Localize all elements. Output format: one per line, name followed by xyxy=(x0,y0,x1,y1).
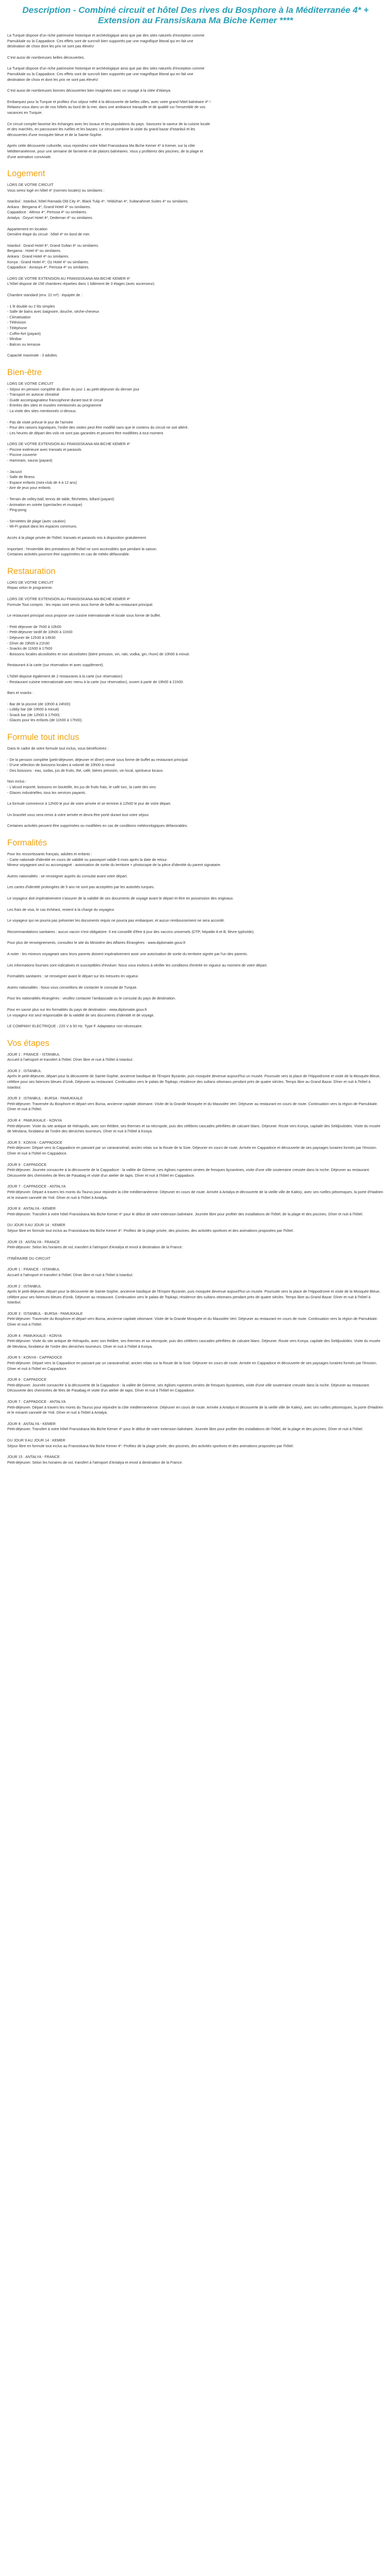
text-line: Le voyageur qui ne pourra pas présenter les documents requis ne pourra pas embarquer, et aucun remboursement ne sera accordé. xyxy=(7,918,225,923)
text-line: L'hôtel dispose également de 2 restaurants à la carte (sur réservation) xyxy=(7,673,123,679)
paragraph xyxy=(7,746,384,752)
text-line: Mineur voyageant seul ou accompagné : autorisation de sortie du territoire + photocopie de la pièce d'identité du parent signataire. xyxy=(7,862,221,868)
text-line: Vous serez logé en hôtel 4* (normes locales) ou similaires : xyxy=(7,188,105,193)
paragraph xyxy=(7,33,384,49)
text-line: - Restaurant cuisine internationale avec menu à la carte (sur réservation), ouvert à partir de 19h00 à 21h00. xyxy=(7,679,184,684)
text-line: C'est aussi de nombreuses belles découvertes. xyxy=(7,55,85,60)
paragraph xyxy=(7,1240,384,1250)
text-line: - Hammam, sauna (payant) xyxy=(7,458,53,463)
text-line: - Piscine couverte xyxy=(7,452,37,457)
text-line: Formalités sanitaires : se renseigner avant le départ sur les mesures en vigueur. xyxy=(7,974,139,979)
text-line: JOUR 1 : FRANCE - ISTANBUL xyxy=(7,1052,60,1057)
text-line: JOUR 6 : CAPPADOCE xyxy=(7,1377,47,1382)
description-content xyxy=(7,33,384,1465)
text-line: LE COMPANY ELECTRIQUE : 220 V à 50 Hz. Type F. Adaptateur non nécessaire. xyxy=(7,1024,143,1029)
paragraph xyxy=(7,122,384,138)
paragraph xyxy=(7,663,384,668)
text-line: destination de choix dont les prix ne sont pas élevés! xyxy=(7,44,94,49)
section-formule xyxy=(7,733,384,829)
paragraph xyxy=(7,996,384,1002)
paragraph xyxy=(7,929,384,935)
text-line: - Glaces industrielles, tous les services payants. xyxy=(7,790,86,795)
text-line: Petit-déjeuner. Départ vers la Cappadoce en passant par un caravansérail, ancien relais sur la Route de la Soie. Déjeuner en cours de route. Arrivée en Cappadoce et découverte de ses paysages lunaires formés par l'érosion. Dîner et nuit à l'hôtel en Cappadoce. xyxy=(7,1361,378,1371)
paragraph xyxy=(7,381,384,414)
paragraph xyxy=(7,1024,384,1029)
text-line: - Coffre-fort (payant) xyxy=(7,331,41,336)
text-line: Pamukkale ou la Cappadoce. Ces effets sont de surcroît bien supportés par une magnifique littoral qui en fait une xyxy=(7,38,193,43)
section-heading: Logement xyxy=(7,169,45,179)
paragraph xyxy=(7,1311,384,1328)
text-line: La Turquie dispose d'un riche patrimoine historique et archéologique ainsi que par des sites naturels d'exception comme xyxy=(7,66,205,71)
text-line: Pour les nationalités étrangères : veuillez contacter l'ambassade ou le consulat du pays de destination. xyxy=(7,996,176,1001)
paragraph xyxy=(7,535,384,541)
paragraph xyxy=(7,580,384,591)
text-line: - Boissons locales alcoolisées et non alcoolisées (bière pression, vin, raki, vodka, gin, rhum) de 10h00 à minuit. xyxy=(7,651,190,656)
text-line: - Snacks de 11h00 à 17h00 xyxy=(7,646,53,651)
text-line: Dans le cadre de votre formule tout inclus, vous bénéficierez : xyxy=(7,746,109,751)
text-line: Après le petit-déjeuner, départ pour la découverte de Sainte-Sophie, ancienne basilique de l'Empire Byzantin, puis mosquée devenue aujourd'hui un musée. Poursuite vers la place de l'Hippodrome et visite de la Mosquée Bleue, célèbre pour ses faïences bleues d'Iznik. Déjeuner au restaurant. Continuation vers le palais de Topkapi, résidence des sultans ottomans pendant près de quatre siècles. Temps libre au Grand Bazar. Dîner et nuit à l'hôtel à Istanbul. xyxy=(7,1289,382,1305)
section-formalites xyxy=(7,838,384,1029)
text-line: JOUR 4 : PAMUKKALE - KONYA xyxy=(7,1333,62,1338)
text-line: LORS DE VOTRE EXTENSION AU FRANSISKANA MA BICHE KEMER 4* xyxy=(7,442,131,447)
text-line: - L'alcool importé, boissons en bouteille, les jus de fruits frais, le café turc, la carte des vins xyxy=(7,785,156,790)
text-line: JOUR 3 : ISTANBUL - BURSA - PAMUKKALE xyxy=(7,1096,83,1101)
paragraph xyxy=(7,1438,384,1449)
text-line: - Déjeuner de 12h30 à 14h30 xyxy=(7,635,56,640)
text-line: JOUR 8 : ANTALYA - KEMER xyxy=(7,1421,56,1426)
paragraph xyxy=(7,304,384,348)
text-line: JOUR 7 : CAPPADOCE - ANTALYA xyxy=(7,1399,66,1404)
text-line: Petit-déjeuner. Journée consacrée à la découverte de la Cappadoce : la vallée de Göreme, ses églises rupestres ornées de fresques byzantines, visite d'une ville souterraine creusée dans la roche. Déjeuner au restaurant. Découverte des cheminées de fées de Pasabag et visite d'un atelier de tapis. Dîner et nuit à l'hôtel en Cappadoce. xyxy=(7,1167,371,1178)
text-line: Séjour libre en formule tout inclus au Fransiskana Ma Biche Kemer 4*. Profitez de la plage privée, des piscines, des activités sportives et des animations proposées par l'hôtel. xyxy=(7,1443,294,1448)
text-line: - Aire de jeux pour enfants xyxy=(7,485,51,490)
text-line: - Petit déjeuner de 7h00 à 10h00 xyxy=(7,624,61,629)
text-line: Accueil à l'aéroport et transfert à l'hôtel. Dîner libre et nuit à l'hôtel à Istanbul. xyxy=(7,1272,134,1277)
text-line: - Espace enfants (mini-club de 4 à 12 ans) xyxy=(7,480,77,485)
paragraph xyxy=(7,613,384,619)
text-line: Le voyageur est seul responsable de la validité de ses documents d'identité et de voyage. xyxy=(7,1012,155,1018)
paragraph xyxy=(7,907,384,913)
text-line: - Glaces pour les enfants (de 11h00 à 17h00). xyxy=(7,718,83,723)
paragraph xyxy=(7,243,384,270)
text-line: Petit-déjeuner. Visite du site antique de Hiérapolis, avec son théâtre, ses thermes et sa nécropole, puis des célèbres cascades pétrifiées de calcaire blanc. Déjeuner. Route vers Konya, capitale des Seldjoukides. Visite du musée de Mevlana, fondateur de l'ordre des derviches tourneurs. Dîner et nuit à l'hôtel à Konya. xyxy=(7,1338,382,1349)
text-line: - La visite des sites mentionnés ci-dessus. xyxy=(7,408,77,413)
text-line: JOUR 2 : ISTANBUL xyxy=(7,1283,42,1289)
text-line: Restaurant à la carte (sur réservation et avec supplément). xyxy=(7,663,104,668)
text-line: JOUR 4 : PAMUKKALE - KONYA xyxy=(7,1118,62,1123)
text-line: Pour plus de renseignements, consultez le site du Ministère des Affaires Étrangères : www.diplomatie.gouv.fr xyxy=(7,940,186,945)
text-line: Les informations fournies sont indicatives et susceptibles d'évoluer. Nous vous invitons à vérifier les conditions d'entrée en vigueur au moment de votre départ. xyxy=(7,962,268,968)
paragraph xyxy=(7,276,384,287)
text-line: Istanbul : Grand Hotel 4*, Grand Sultan 4* ou similaires. xyxy=(7,243,99,248)
section-heading: Vos étapes xyxy=(7,1038,50,1048)
text-line: Un bracelet vous sera remis à votre arrivée et devra être porté durant tout votre séjour. xyxy=(7,812,150,817)
text-line: - Animation en soirée (spectacles et musique) xyxy=(7,502,83,507)
text-line: - Serviettes de plage (avec caution) xyxy=(7,518,66,523)
text-line: - Salle de fitness xyxy=(7,474,35,480)
paragraph xyxy=(7,1052,384,1063)
section-intro xyxy=(7,33,384,160)
paragraph xyxy=(7,985,384,991)
paragraph xyxy=(7,823,384,829)
paragraph xyxy=(7,1421,384,1432)
text-line: - Téléphone xyxy=(7,325,27,330)
text-line: Important : l'ensemble des prestations de l'hôtel ne sont accessibles que pendant la saison. xyxy=(7,546,157,551)
paragraph xyxy=(7,812,384,818)
text-line: Formule Tout compris : les repas sont servis sous forme de buffet au restaurant principal. xyxy=(7,602,153,607)
text-line: Après cette découverte culturelle, vous rejoindrez votre hôtel Fransiskana Ma Biche Kemer 4* à Kemer, sur la côte xyxy=(7,143,195,148)
text-line: C'est aussi de nombreuses bonnes découvertes bien imaginées avec un voyage à la citée d'Alanya. xyxy=(7,88,171,93)
paragraph xyxy=(7,1096,384,1112)
paragraph xyxy=(7,227,384,238)
paragraph xyxy=(7,1355,384,1371)
paragraph xyxy=(7,597,384,607)
text-line: Certaines activités pourront être supprimées en cas de météo défavorable. xyxy=(7,552,130,557)
text-line: JOUR 3 : ISTANBUL - BURSA - PAMUKKALE xyxy=(7,1311,83,1316)
text-line: Repas selon le programme. xyxy=(7,585,53,590)
paragraph xyxy=(7,779,384,795)
paragraph xyxy=(7,1184,384,1200)
text-line: Pour en savoir plus sur les formalités du pays de destination : www.diplomatie.gouv.fr xyxy=(7,1007,148,1012)
text-line: - Bar de la piscine (de 10h00 à 24h00) xyxy=(7,701,71,706)
paragraph xyxy=(7,442,384,463)
text-line: - Guide accompagnateur francophone durant tout le circuit xyxy=(7,397,103,402)
text-line: Appartement en location xyxy=(7,226,47,231)
paragraph xyxy=(7,182,384,193)
text-line: LORS DE VOTRE EXTENSION AU FRANSISKANA MA BICHE KEMER 4* xyxy=(7,596,131,601)
text-line: Ankara : Bergama 4*, Grand Hotel 4* ou similaires. xyxy=(7,204,91,209)
text-line: - Pour des raisons logistiques, l'ordre des visites peut être modifié sans que le contenu du circuit ne soit altéré. xyxy=(7,425,189,430)
text-line: - De la pension complète (petit-déjeuner, déjeuner et dîner) servie sous forme de buffet au restaurant principal xyxy=(7,757,188,762)
text-line: Pamukkale ou la Cappadoce. Ces effets sont de surcroît bien supportés par une magnifique littoral qui en fait une xyxy=(7,71,193,76)
paragraph xyxy=(7,1284,384,1306)
text-line: destination de choix et dont les prix ne sont pas élevés! xyxy=(7,77,99,82)
text-line: Petit-déjeuner. Visite du site antique de Hiérapolis, avec son théâtre, ses thermes et sa nécropole, puis des célèbres cascades pétrifiées de calcaire blanc. Déjeuner. Route vers Konya, capitale des Seldjoukides. Visite du musée de Mevlana, fondateur de l'ordre des derviches tourneurs. Dîner et nuit à l'hôtel à Konya. xyxy=(7,1123,382,1134)
paragraph xyxy=(7,702,384,723)
paragraph xyxy=(7,1256,384,1262)
text-line: JOUR 15 : ANTALYA - FRANCE xyxy=(7,1454,60,1460)
text-line: JOUR 7 : CAPPADOCE - ANTALYA xyxy=(7,1184,66,1189)
text-line: Les cartes d'identité prolongées de 5 ans ne sont pas acceptées par les autorités turques. xyxy=(7,885,155,890)
paragraph xyxy=(7,420,384,436)
text-line: - Entrées des sites et musées mentionnés au programme xyxy=(7,403,102,408)
text-line: DU JOUR 9 AU JOUR 14 : KEMER xyxy=(7,1437,66,1443)
text-line: découvertes d'une mosquée bleue et de la Sainte-Sophie. xyxy=(7,132,103,137)
text-line: - D'une sélection de boissons locales à volonté de 10h00 à minuit xyxy=(7,762,115,768)
text-line: JOUR 8 : ANTALYA - KEMER xyxy=(7,1206,56,1211)
paragraph xyxy=(7,88,384,94)
text-line: - Carte nationale d'identité en cours de validité ou passeport valide 6 mois après la date de retour. xyxy=(7,857,168,862)
paragraph xyxy=(7,885,384,890)
paragraph xyxy=(7,1223,384,1233)
text-line: Petit-déjeuner. Transfert à votre hôtel Fransiskana Ma Biche Kemer 4* pour le début de votre extension balnéaire. Journée libre pour profiter des installations de l'hôtel, de la plage et des piscines. Dîner et nuit à l'hôtel. xyxy=(7,1211,363,1216)
section-restauration xyxy=(7,567,384,723)
text-line: - Ping-pong xyxy=(7,507,27,513)
text-line: Ankara : Grand Hotel 4* ou similaires. xyxy=(7,254,70,259)
text-line: ITINÉRAIRE DU CIRCUIT xyxy=(7,1256,51,1261)
paragraph xyxy=(7,66,384,82)
text-line: - Minibar xyxy=(7,336,22,342)
text-line: - Snack bar (de 12h00 à 17h00) xyxy=(7,712,60,717)
text-line: Non inclus : xyxy=(7,779,27,784)
section-heading: Bien-être xyxy=(7,367,42,377)
text-line: Ce circuit complet favorise les échanges avec les locaux et les populations du pays. Savourez la saveur de la cuisine locale xyxy=(7,121,210,126)
text-line: - Petit-déjeuner tardif de 10h00 à 11h00 xyxy=(7,630,73,635)
text-line: - Les heures de départ des vols ne sont pas garanties et peuvent être modifiées à tout moment. xyxy=(7,430,165,435)
text-line: Petit-déjeuner. Départ à travers les monts du Taurus pour rejoindre la côte méditerranéenne. Déjeuner en cours de route. Arrivée à Antalya et découverte de la vieille ville de Kaleiçi, avec ses ruelles pittoresques, la porte d'Hadrien et le minaret cannelé de Yivli. Dîner et nuit à l'hôtel à Antalya. xyxy=(7,1189,384,1200)
paragraph xyxy=(7,353,384,359)
section-voyages xyxy=(7,1039,384,1250)
section-logement xyxy=(7,169,384,359)
text-line: - Transport en autocar climatisé xyxy=(7,392,59,397)
paragraph xyxy=(7,624,384,657)
text-line: LORS DE VOTRE CIRCUIT xyxy=(7,381,54,386)
paragraph xyxy=(7,55,384,61)
paragraph xyxy=(7,852,384,868)
paragraph xyxy=(7,1377,384,1394)
text-line: Cappadoce : Avrasya 4*, Perissia 4* ou similaires. xyxy=(7,265,90,270)
text-line: vacances en Turquie. xyxy=(7,110,43,115)
text-line: Embarquez pour la Turquie et profitez d'un séjour mêlé à la découverte de belles villes, avec votre grand hôtel balnéaire 4* ! xyxy=(7,99,211,104)
text-line: - Climatisation xyxy=(7,314,31,319)
text-line: Petit-déjeuner. Traversée du Bosphore et départ vers Bursa, ancienne capitale ottomane. Visite de la Grande Mosquée et du Mausolée Vert. Déjeuner au restaurant en cours de route. Continuation vers la région de Pamukkale. Dîner et nuit à l'hôtel. xyxy=(7,1101,379,1112)
paragraph xyxy=(7,143,384,160)
section-heading: Restauration xyxy=(7,566,56,576)
paragraph xyxy=(7,469,384,491)
text-line: Antalya : Ozyurt Hotel 4*, Dedeman 4* ou similaires. xyxy=(7,215,93,221)
text-line: JOUR 1 : FRANCE - ISTANBUL xyxy=(7,1267,60,1272)
paragraph xyxy=(7,674,384,685)
section-itineraire xyxy=(7,1256,384,1466)
text-line: LORS DE VOTRE CIRCUIT xyxy=(7,580,54,585)
paragraph xyxy=(7,547,384,557)
text-line: JOUR 5 : KONYA - CAPPADOCE xyxy=(7,1140,62,1145)
text-line: A noter : les mineurs voyageant sans leurs parents doivent impérativement avoir une autorisation de sortie du territoire signée par l'un des parents. xyxy=(7,951,248,956)
paragraph xyxy=(7,199,384,221)
paragraph xyxy=(7,1162,384,1179)
paragraph xyxy=(7,519,384,530)
paragraph xyxy=(7,497,384,513)
text-line: Bergama : Hotel 4* ou similaires. xyxy=(7,248,61,253)
paragraph xyxy=(7,1267,384,1278)
text-line: Accueil à l'aéroport et transfert à l'hôtel. Dîner libre et nuit à l'hôtel à Istanbul. xyxy=(7,1057,134,1062)
paragraph xyxy=(7,801,384,807)
text-line: LORS DE VOTRE CIRCUIT xyxy=(7,182,54,188)
paragraph xyxy=(7,896,384,902)
text-line: Petit-déjeuner. Traversée du Bosphore et départ vers Bursa, ancienne capitale ottomane. Visite de la Grande Mosquée et du Mausolée Vert. Déjeuner au restaurant en cours de route. Continuation vers la région de Pamukkale. Dîner et nuit à l'hôtel. xyxy=(7,1316,379,1327)
text-line: Petit-déjeuner. Selon les horaires de vol, transfert à l'aéroport d'Antalya et envol à destination de la France. xyxy=(7,1460,183,1465)
paragraph xyxy=(7,952,384,957)
paragraph xyxy=(7,1399,384,1416)
text-line: d'une animation conviviale. xyxy=(7,154,52,159)
text-line: Pour les ressortissants français, adultes et enfants : xyxy=(7,852,92,856)
text-line: Recommandations sanitaires : aucun vaccin n'est obligatoire. Il est conseillé d'être à jour des vaccins universels (DTP, hépatite A et B, fièvre typhoïde). xyxy=(7,929,255,934)
text-line: Méditerranéenne, pour une semaine de farniente et de plaisirs balnéaires. Vous y profiterez des piscines, de la plage et xyxy=(7,148,203,154)
paragraph xyxy=(7,1454,384,1465)
text-line: Istanbul : Istanbul, hôtel Ramada Old City 4*, Black Tulip 4*, Yeldizhan 4*, Sultanahmet Suites 4* ou similaires. xyxy=(7,199,189,204)
text-line: - Pas de visite prévue le jour de l'arrivée xyxy=(7,419,73,425)
text-line: La Turquie dispose d'un riche patrimoine historique et archéologique ainsi que par des sites naturels d'exception comme xyxy=(7,33,205,38)
paragraph xyxy=(7,99,384,116)
text-line: - Wi-Fi gratuit dans les espaces communs. xyxy=(7,524,77,529)
paragraph xyxy=(7,874,384,879)
text-line: JOUR 2 : ISTANBUL xyxy=(7,1068,42,1073)
text-line: Autres nationalités : Nous vous conseillons de contacter le consulat de Turquie. xyxy=(7,985,138,990)
paragraph xyxy=(7,918,384,924)
text-line: Dernière étape du circuit : hôtel 4* en bord de mer. xyxy=(7,232,91,237)
text-line: - Jacuzzi xyxy=(7,469,22,474)
text-line: Les frais de visa, le cas échéant, restent à la charge du voyageur. xyxy=(7,907,115,912)
paragraph xyxy=(7,690,384,696)
paragraph xyxy=(7,963,384,969)
text-line: - Télévision xyxy=(7,320,26,325)
text-line: Le restaurant principal vous propose une cuisine internationale et locale sous forme de buffet. xyxy=(7,613,161,618)
text-line: DU JOUR 9 AU JOUR 14 : KEMER xyxy=(7,1223,66,1228)
text-line: L'hôtel dispose de 156 chambres réparties dans 1 bâtiment de 3 étages (avec ascenseur). xyxy=(7,281,156,286)
section-heading: Formule tout inclus xyxy=(7,733,79,742)
text-line: Séjour libre en formule tout inclus au Fransiskana Ma Biche Kemer 4*. Profitez de la plage privée, des piscines, des activités sportives et des animations proposées par l'hôtel. xyxy=(7,1228,294,1233)
text-line: Petit-déjeuner. Départ à travers les monts du Taurus pour rejoindre la côte méditerranéenne. Déjeuner en cours de route. Arrivée à Antalya et découverte de la vieille ville de Kaleiçi, avec ses ruelles pittoresques, la porte d'Hadrien et le minaret cannelé de Yivli. Dîner et nuit à l'hôtel à Antalya. xyxy=(7,1404,384,1415)
text-line: Certaines activités peuvent être supprimées ou modifiées en cas de conditions météorologiques défavorables. xyxy=(7,823,188,828)
text-line: JOUR 5 : KONYA - CAPPADOCE xyxy=(7,1355,62,1360)
text-line: Bars et snacks : xyxy=(7,690,34,696)
text-line: Capacité maximale : 3 adultes. xyxy=(7,353,58,358)
text-line: Petit-déjeuner. Journée consacrée à la découverte de la Cappadoce : la vallée de Göreme, ses églises rupestres ornées de fresques byzantines, visite d'une ville souterraine creusée dans la roche. Déjeuner au restaurant. Découverte des cheminées de fées de Pasabag et visite d'un atelier de tapis. Dîner et nuit à l'hôtel en Cappadoce. xyxy=(7,1382,371,1393)
text-line: Petit-déjeuner. Selon les horaires de vol, transfert à l'aéroport d'Antalya et envol à destination de la France. xyxy=(7,1245,183,1250)
text-line: Cappadoce : Altinoz 4*, Perissia 4* ou similaires. xyxy=(7,210,88,215)
text-line: JOUR 6 : CAPPADOCE xyxy=(7,1162,47,1167)
paragraph xyxy=(7,1007,384,1018)
text-line: - Terrain de volley-ball, tennis de table, fléchettes, billard (payant) xyxy=(7,497,115,502)
text-line: - Des boissons : eau, sodas, jus de fruits, thé, café, bières pression, vin local, spiritueux locaux. xyxy=(7,768,164,773)
text-line: LORS DE VOTRE EXTENSION AU FRANSISKANA MA BICHE KEMER 4* xyxy=(7,276,131,281)
paragraph xyxy=(7,757,384,774)
text-line: - Balcon ou terrasse xyxy=(7,342,41,347)
paragraph xyxy=(7,293,384,298)
paragraph xyxy=(7,1333,384,1350)
text-line: La formule commence à 12h00 le jour de votre arrivée et se termine à 12h00 le jour de votre départ. xyxy=(7,801,172,806)
text-line: Petit-déjeuner. Départ vers la Cappadoce en passant par un caravansérail, ancien relais sur la Route de la Soie. Déjeuner en cours de route. Arrivée en Cappadoce et découverte de ses paysages lunaires formés par l'érosion. Dîner et nuit à l'hôtel en Cappadoce. xyxy=(7,1145,378,1156)
text-line: Konya : Grand Hotel 4*, Oz Hotel 4* ou similaires. xyxy=(7,259,89,264)
text-line: - Piscine extérieure avec transats et parasols. xyxy=(7,447,83,452)
text-line: Relaxez-vous dans un de nos hôtels au bord de la mer, dans une ambiance tranquille et de qualité sur l'ensemble de vos xyxy=(7,105,206,110)
paragraph xyxy=(7,1118,384,1134)
text-line: - Lobby bar (de 10h00 à minuit) xyxy=(7,707,59,712)
paragraph xyxy=(7,940,384,946)
text-line: - Dîner de 19h00 à 21h30 xyxy=(7,640,50,646)
text-line: Accès à la plage privée de l'hôtel, transats et parasols mis à disposition gratuitement. xyxy=(7,535,147,540)
text-line: Chambre standard (env. 22 m²) : équipée de : xyxy=(7,293,83,297)
text-line: et des marchés, en parcourant les ruelles et les bazars. Le circuit combine la visite du grand bazar d'Istanbul et les xyxy=(7,127,196,132)
text-line: - 1 lit double ou 2 lits simples xyxy=(7,303,55,309)
text-line: Après le petit-déjeuner, départ pour la découverte de Sainte-Sophie, ancienne basilique de l'Empire Byzantin, puis mosquée devenue aujourd'hui un musée. Poursuite vers la place de l'Hippodrome et visite de la Mosquée Bleue, célèbre pour ses faïences bleues d'Iznik. Déjeuner au restaurant. Continuation vers le palais de Topkapi, résidence des sultans ottomans pendant près de quatre siècles. Temps libre au Grand Bazar. Dîner et nuit à l'hôtel à Istanbul. xyxy=(7,1074,382,1090)
text-line: - Salle de bains avec baignoire, douche, sèche-cheveux xyxy=(7,309,100,314)
text-line: JOUR 15 : ANTALYA - FRANCE xyxy=(7,1239,60,1244)
paragraph xyxy=(7,974,384,979)
text-line: Autres nationalités : se renseigner auprès du consulat avant votre départ. xyxy=(7,873,128,878)
paragraph xyxy=(7,1206,384,1217)
paragraph xyxy=(7,1069,384,1090)
page-title: Description - Combiné circuit et hôtel Des rives du Bosphore à la Méditerranée 4* + Extension au Fransiskana Ma Biche Kemer **** xyxy=(22,5,369,25)
text-line: Le voyageur doit impérativement s'assurer de la validité de ses documents de voyage avant le départ et être en possession des originaux. xyxy=(7,895,234,901)
section-bien-etre xyxy=(7,368,384,557)
text-line: Petit-déjeuner. Transfert à votre hôtel Fransiskana Ma Biche Kemer 4* pour le début de votre extension balnéaire. Journée libre pour profiter des installations de l'hôtel, de la plage et des piscines. Dîner et nuit à l'hôtel. xyxy=(7,1427,363,1432)
section-heading: Formalités xyxy=(7,838,47,848)
paragraph xyxy=(7,1140,384,1157)
text-line: - Séjour en pension complète du dîner du jour 1 au petit-déjeuner du dernier jour xyxy=(7,386,140,392)
